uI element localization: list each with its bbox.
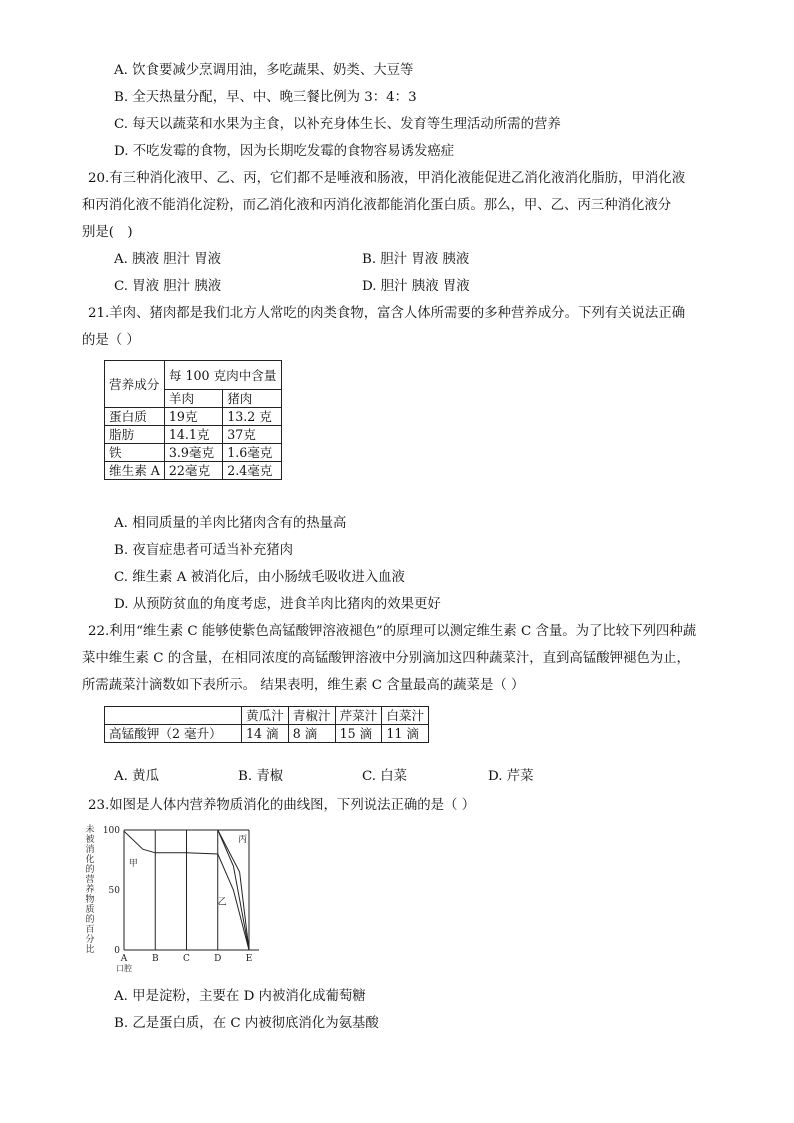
table-header-nutrient: 营养成分 xyxy=(105,361,165,408)
q22-option-d: D. 芹菜 xyxy=(488,769,534,784)
table-header-content: 每 100 克肉中含量 xyxy=(164,361,281,390)
y-tick-label: 100 xyxy=(102,826,120,836)
y-label-char: 的 xyxy=(85,915,95,925)
y-label-char: 百 xyxy=(85,925,95,935)
table-cell: 11 滴 xyxy=(382,725,429,743)
x-sub-label: 口腔 xyxy=(116,964,132,973)
table-header-pork: 猪肉 xyxy=(223,390,281,408)
table-cell: 37克 xyxy=(223,426,281,444)
table-row xyxy=(105,444,282,462)
y-tick-label: 50 xyxy=(108,886,120,896)
q19-option-a: A. 饮食要减少烹调用油，多吃蔬果、奶类、大豆等 xyxy=(114,63,414,78)
q22-stem-line: 所需蔬菜汁滴数如下表所示。 结果表明，维生素 C 含量最高的蔬菜是（ ） xyxy=(82,678,525,693)
q21-option-d: D. 从预防贫血的角度考虑，进食羊肉比猪肉的效果更好 xyxy=(114,597,441,612)
table-cell: 脂肪 xyxy=(105,426,165,444)
table-cell: 19克 xyxy=(164,408,222,426)
q22-stem-line: 22.利用“维生素 C 能够使紫色高锰酸钾溶液褪色”的原理可以测定维生素 C 含量。为了比较下列四种蔬 xyxy=(88,624,697,639)
table-cell: 22毫克 xyxy=(164,462,222,480)
q19-option-d: D. 不吃发霉的食物，因为长期吃发霉的食物容易诱发癌症 xyxy=(114,144,455,159)
y-label-char: 化 xyxy=(85,855,95,865)
q22-stem-line: 菜中维生素 C 的含量，在相同浓度的高锰酸钾溶液中分别滴加这四种蔬菜汁，直到高锰酸钾褪色为止， xyxy=(82,651,690,666)
q20-stem-line: 别是( ) xyxy=(82,225,133,240)
chart-y-label xyxy=(85,823,94,955)
table-row xyxy=(105,725,429,743)
table-cell: 高锰酸钾（2 毫升） xyxy=(105,725,242,743)
y-label-char: 未 xyxy=(85,825,95,835)
y-label-char: 的 xyxy=(85,865,95,875)
x-tick-label: E xyxy=(245,954,253,964)
table-header: 黄瓜汁 xyxy=(242,707,289,725)
x-tick-label: A xyxy=(120,954,128,964)
series-label: 甲 xyxy=(128,859,138,869)
table-row xyxy=(105,408,282,426)
table-cell: 2.4毫克 xyxy=(223,462,281,480)
q22-option-c: C. 白菜 xyxy=(362,769,408,784)
y-label-char: 质 xyxy=(85,905,95,915)
table-row xyxy=(105,462,282,480)
q23-stem: 23.如图是人体内营养物质消化的曲线图，下列说法正确的是（ ） xyxy=(88,798,476,813)
table-header-mutton: 羊肉 xyxy=(164,390,222,408)
x-tick-label: B xyxy=(151,954,159,964)
q20-option-b: B. 胆汁 胃液 胰液 xyxy=(362,252,470,267)
q21-nutrition-table xyxy=(104,360,282,480)
y-label-char: 分 xyxy=(85,935,95,945)
table-cell: 13.2 克 xyxy=(223,408,281,426)
y-label-char: 物 xyxy=(85,895,95,905)
q19-option-c: C. 每天以蔬菜和水果为主食，以补充身体生长、发育等生理活动所需的营养 xyxy=(114,117,561,132)
table-cell: 3.9毫克 xyxy=(164,444,222,462)
q21-option-a: A. 相同质量的羊肉比猪肉含有的热量高 xyxy=(114,516,347,531)
x-tick-label: C xyxy=(183,954,190,964)
q21-stem-line: 21.羊肉、猪肉都是我们北方人常吃的肉类食物，富含人体所需要的多种营养成分。下列有关说法正确 xyxy=(88,306,686,321)
table-header: 芹菜汁 xyxy=(335,707,382,725)
q21-option-b: B. 夜盲症患者可适当补充猪肉 xyxy=(114,543,294,558)
table-cell: 维生素 A xyxy=(105,462,165,480)
y-label-char: 被 xyxy=(85,835,95,845)
series-label: 乙 xyxy=(217,897,227,908)
table-header: 白菜汁 xyxy=(382,707,429,725)
y-label-char: 消 xyxy=(85,845,95,855)
q22-option-a: A. 黄瓜 xyxy=(114,769,159,784)
table-cell: 14 滴 xyxy=(242,725,289,743)
q22-titration-table xyxy=(104,706,429,743)
y-label-char: 营 xyxy=(85,875,95,885)
y-label-char: 养 xyxy=(85,885,95,895)
table-cell: 1.6毫克 xyxy=(223,444,281,462)
q22-option-b: B. 青椒 xyxy=(238,769,284,784)
q21-option-c: C. 维生素 A 被消化后，由小肠绒毛吸收进入血液 xyxy=(114,570,405,585)
series-label: 丙 xyxy=(238,835,248,845)
q20-option-c: C. 胃液 胆汁 胰液 xyxy=(114,279,222,294)
digestion-curve-chart xyxy=(84,820,284,980)
q20-option-a: A. 胰液 胆汁 胃液 xyxy=(114,252,222,267)
table-cell: 14.1克 xyxy=(164,426,222,444)
table-cell: 15 滴 xyxy=(335,725,382,743)
y-label-char: 比 xyxy=(85,945,95,955)
x-tick-label: D xyxy=(214,954,222,964)
y-tick-label: 0 xyxy=(114,946,120,956)
table-row xyxy=(105,426,282,444)
q20-stem-line: 和丙消化液不能消化淀粉，而乙消化液和丙消化液都能消化蛋白质。那么，甲、乙、丙三种消化液分 xyxy=(82,198,672,213)
q19-option-b: B. 全天热量分配，早、中、晚三餐比例为 3：4：3 xyxy=(114,90,417,105)
table-header: 青椒汁 xyxy=(288,707,335,725)
table-cell: 铁 xyxy=(105,444,165,462)
q21-stem-line: 的是（ ） xyxy=(82,333,140,348)
q20-stem-line: 20.有三种消化液甲、乙、丙，它们都不是唾液和肠液，甲消化液能促进乙消化液消化脂肪，甲消化液 xyxy=(88,171,686,186)
table-cell: 蛋白质 xyxy=(105,408,165,426)
table-header xyxy=(105,707,242,725)
q23-option-a: A. 甲是淀粉，主要在 D 内被消化成葡萄糖 xyxy=(114,989,366,1004)
table-cell: 8 滴 xyxy=(288,725,335,743)
q23-option-b: B. 乙是蛋白质，在 C 内被彻底消化为氨基酸 xyxy=(114,1016,379,1031)
q20-option-d: D. 胆汁 胰液 胃液 xyxy=(362,279,470,294)
